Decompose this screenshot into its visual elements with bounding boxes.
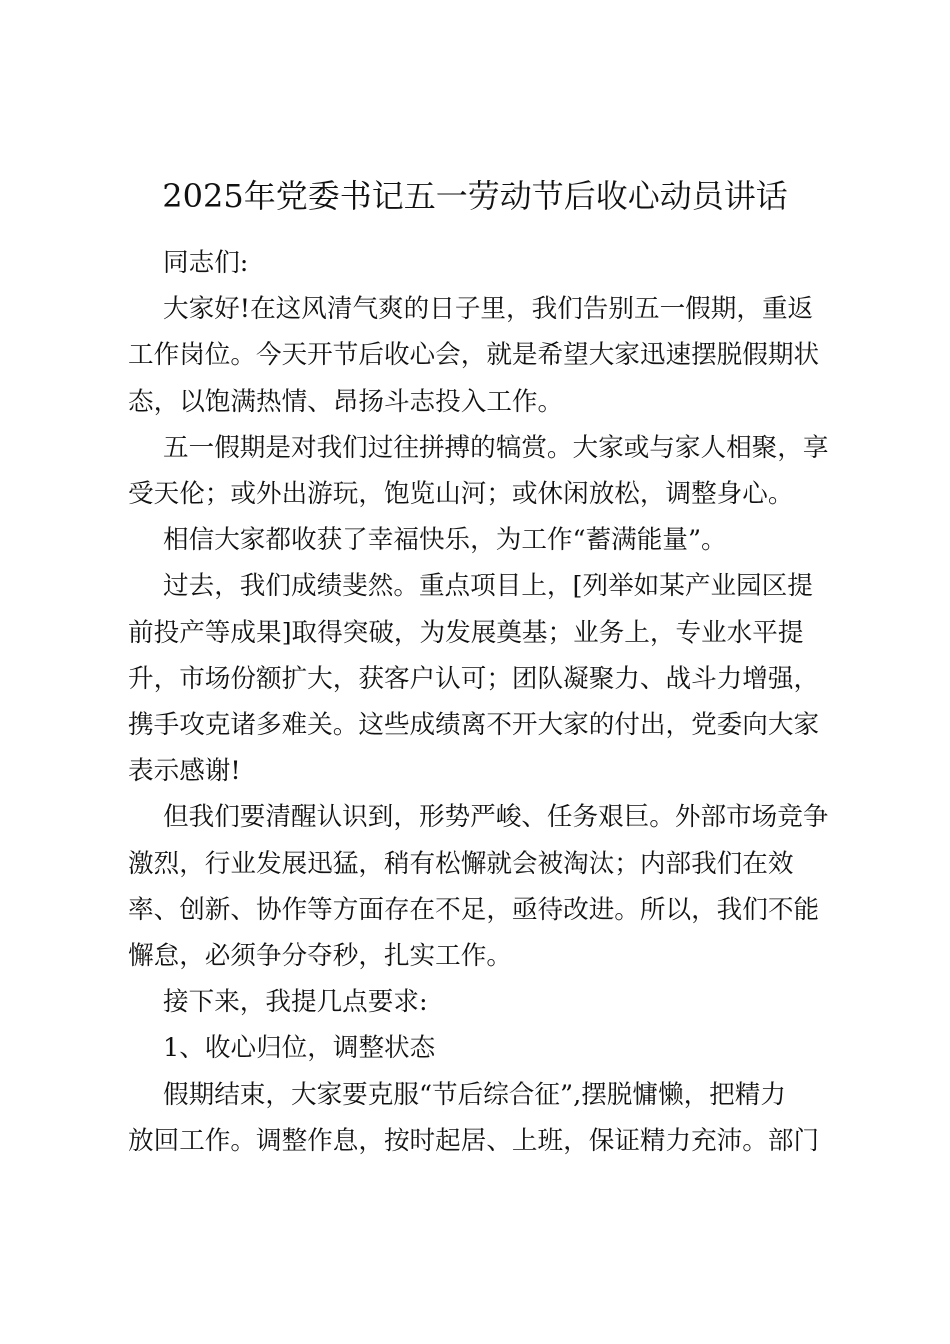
text-line: 假期结束，大家要克服“节后综合征”,摆脱慵懒，把精力: [163, 1079, 786, 1110]
text-line: 过去，我们成绩斐然。重点项目上，[列举如某产业园区提: [163, 571, 813, 602]
text-line: 前投产等成果]取得突破，为发展奠基；业务上，专业水平提: [128, 617, 804, 648]
document-title: 2025年党委书记五一劳动节后收心动员讲话: [162, 177, 788, 215]
text-line: 放回工作。调整作息，按时起居、上班，保证精力充沛。部门: [128, 1125, 820, 1156]
text-line: 1、收心归位，调整状态: [163, 1033, 436, 1064]
text-line: 工作岗位。今天开节后收心会，就是希望大家迅速摆脱假期状: [128, 340, 820, 371]
text-line: 激烈，行业发展迅猛，稍有松懈就会被淘汰；内部我们在效: [128, 848, 794, 879]
text-line: 表示感谢!: [128, 756, 241, 787]
text-line: 但我们要清醒认识到，形势严峻、任务艰巨。外部市场竞争: [163, 802, 829, 833]
text-line: 升，市场份额扩大，获客户认可；团队凝聚力、战斗力增强，: [128, 663, 820, 694]
text-line: 相信大家都收获了幸福快乐，为工作“蓄满能量”。: [163, 525, 727, 556]
text-line: 携手攻克诸多难关。这些成绩离不开大家的付出，党委向大家: [128, 710, 820, 740]
text-line: 五一假期是对我们过往拼搏的犒赏。大家或与家人相聚，享: [163, 432, 829, 463]
text-line: 懈怠，必须争分夺秒，扎实工作。: [128, 941, 512, 971]
text-line: 大家好!在这风清气爽的日子里，我们告别五一假期，重返: [163, 294, 814, 325]
text-line: 态，以饱满热情、昂扬斗志投入工作。: [128, 386, 564, 417]
text-line: 同志们:: [163, 248, 249, 278]
text-line: 率、创新、协作等方面存在不足，亟待改进。所以，我们不能: [128, 894, 820, 925]
text-line: 受天伦；或外出游玩，饱览山河；或休闲放松，调整身心。: [128, 479, 794, 509]
text-line: 接下来，我提几点要求:: [163, 987, 428, 1018]
